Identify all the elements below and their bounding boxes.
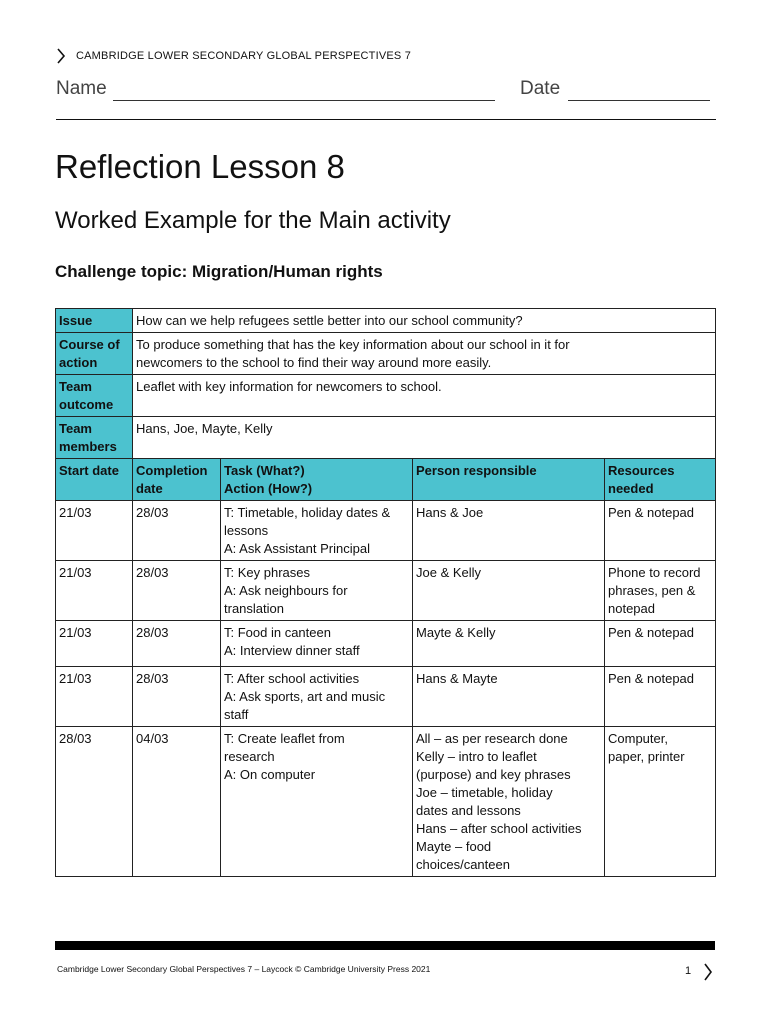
course-row xyxy=(56,333,716,375)
series-title: CAMBRIDGE LOWER SECONDARY GLOBAL PERSPECTIVES 7 xyxy=(76,50,412,62)
chevron-right-icon[interactable] xyxy=(703,963,713,981)
members-value: Hans, Joe, Mayte, Kelly xyxy=(133,417,716,459)
members-row xyxy=(56,417,716,459)
person-cell: Hans & Joe xyxy=(413,501,605,561)
table-row xyxy=(56,561,716,621)
footer-credit: Cambridge Lower Secondary Global Perspectives 7 – Laycock © Cambridge University Press 2021 xyxy=(57,964,431,974)
course-value: To produce something that has the key information about our school in it for newcomers to the school to find their way around more easily. xyxy=(133,333,716,375)
table-row xyxy=(56,727,716,877)
action-plan-table xyxy=(55,308,716,877)
col-person: Person responsible xyxy=(413,459,605,501)
date-field[interactable] xyxy=(568,100,710,101)
series-header xyxy=(56,46,411,66)
footer-divider xyxy=(55,941,715,950)
outcome-value: Leaflet with key information for newcomers to school. xyxy=(133,375,716,417)
resources-cell: Computer, paper, printer xyxy=(605,727,716,877)
task-cell: T: Key phrases A: Ask neighbours for translation xyxy=(221,561,413,621)
name-field[interactable] xyxy=(113,100,495,101)
person-cell: Joe & Kelly xyxy=(413,561,605,621)
completion-date-cell: 28/03 xyxy=(133,667,221,727)
members-label: Team members xyxy=(56,417,133,459)
name-date-row xyxy=(56,78,716,104)
resources-cell: Phone to record phrases, pen & notepad xyxy=(605,561,716,621)
person-cell: Hans & Mayte xyxy=(413,667,605,727)
start-date-cell: 21/03 xyxy=(56,501,133,561)
person-cell: All – as per research done Kelly – intro to leaflet (purpose) and key phrases Joe – timetable, holiday dates and lessons Hans – after school activities Mayte – food choices/canteen xyxy=(413,727,605,877)
page-number: 1 xyxy=(685,965,692,977)
completion-date-cell: 28/03 xyxy=(133,501,221,561)
completion-date-cell: 28/03 xyxy=(133,561,221,621)
start-date-cell: 21/03 xyxy=(56,561,133,621)
start-date-cell: 28/03 xyxy=(56,727,133,877)
col-task: Task (What?) Action (How?) xyxy=(221,459,413,501)
col-resources: Resources needed xyxy=(605,459,716,501)
challenge-topic: Challenge topic: Migration/Human rights xyxy=(55,262,383,281)
page-title: Reflection Lesson 8 xyxy=(55,148,345,185)
col-completion-date: Completion date xyxy=(133,459,221,501)
task-cell: T: Food in canteen A: Interview dinner staff xyxy=(221,621,413,667)
header-divider xyxy=(56,119,716,120)
date-label: Date xyxy=(520,78,561,99)
resources-cell: Pen & notepad xyxy=(605,667,716,727)
task-cell: T: Create leaflet from research A: On computer xyxy=(221,727,413,877)
issue-label: Issue xyxy=(56,309,133,333)
outcome-row xyxy=(56,375,716,417)
completion-date-cell: 04/03 xyxy=(133,727,221,877)
column-header-row xyxy=(56,459,716,501)
outcome-label: Team outcome xyxy=(56,375,133,417)
resources-cell: Pen & notepad xyxy=(605,501,716,561)
page-subtitle: Worked Example for the Main activity xyxy=(55,207,451,234)
table-row xyxy=(56,667,716,727)
table-row xyxy=(56,621,716,667)
person-cell: Mayte & Kelly xyxy=(413,621,605,667)
start-date-cell: 21/03 xyxy=(56,667,133,727)
issue-value: How can we help refugees settle better into our school community? xyxy=(133,309,716,333)
resources-cell: Pen & notepad xyxy=(605,621,716,667)
completion-date-cell: 28/03 xyxy=(133,621,221,667)
issue-row xyxy=(56,309,716,333)
task-cell: T: Timetable, holiday dates & lessons A: Ask Assistant Principal xyxy=(221,501,413,561)
name-label: Name xyxy=(56,78,107,99)
start-date-cell: 21/03 xyxy=(56,621,133,667)
table-row xyxy=(56,501,716,561)
chevron-right-icon xyxy=(56,48,66,64)
col-start-date: Start date xyxy=(56,459,133,501)
course-label: Course of action xyxy=(56,333,133,375)
task-cell: T: After school activities A: Ask sports, art and music staff xyxy=(221,667,413,727)
